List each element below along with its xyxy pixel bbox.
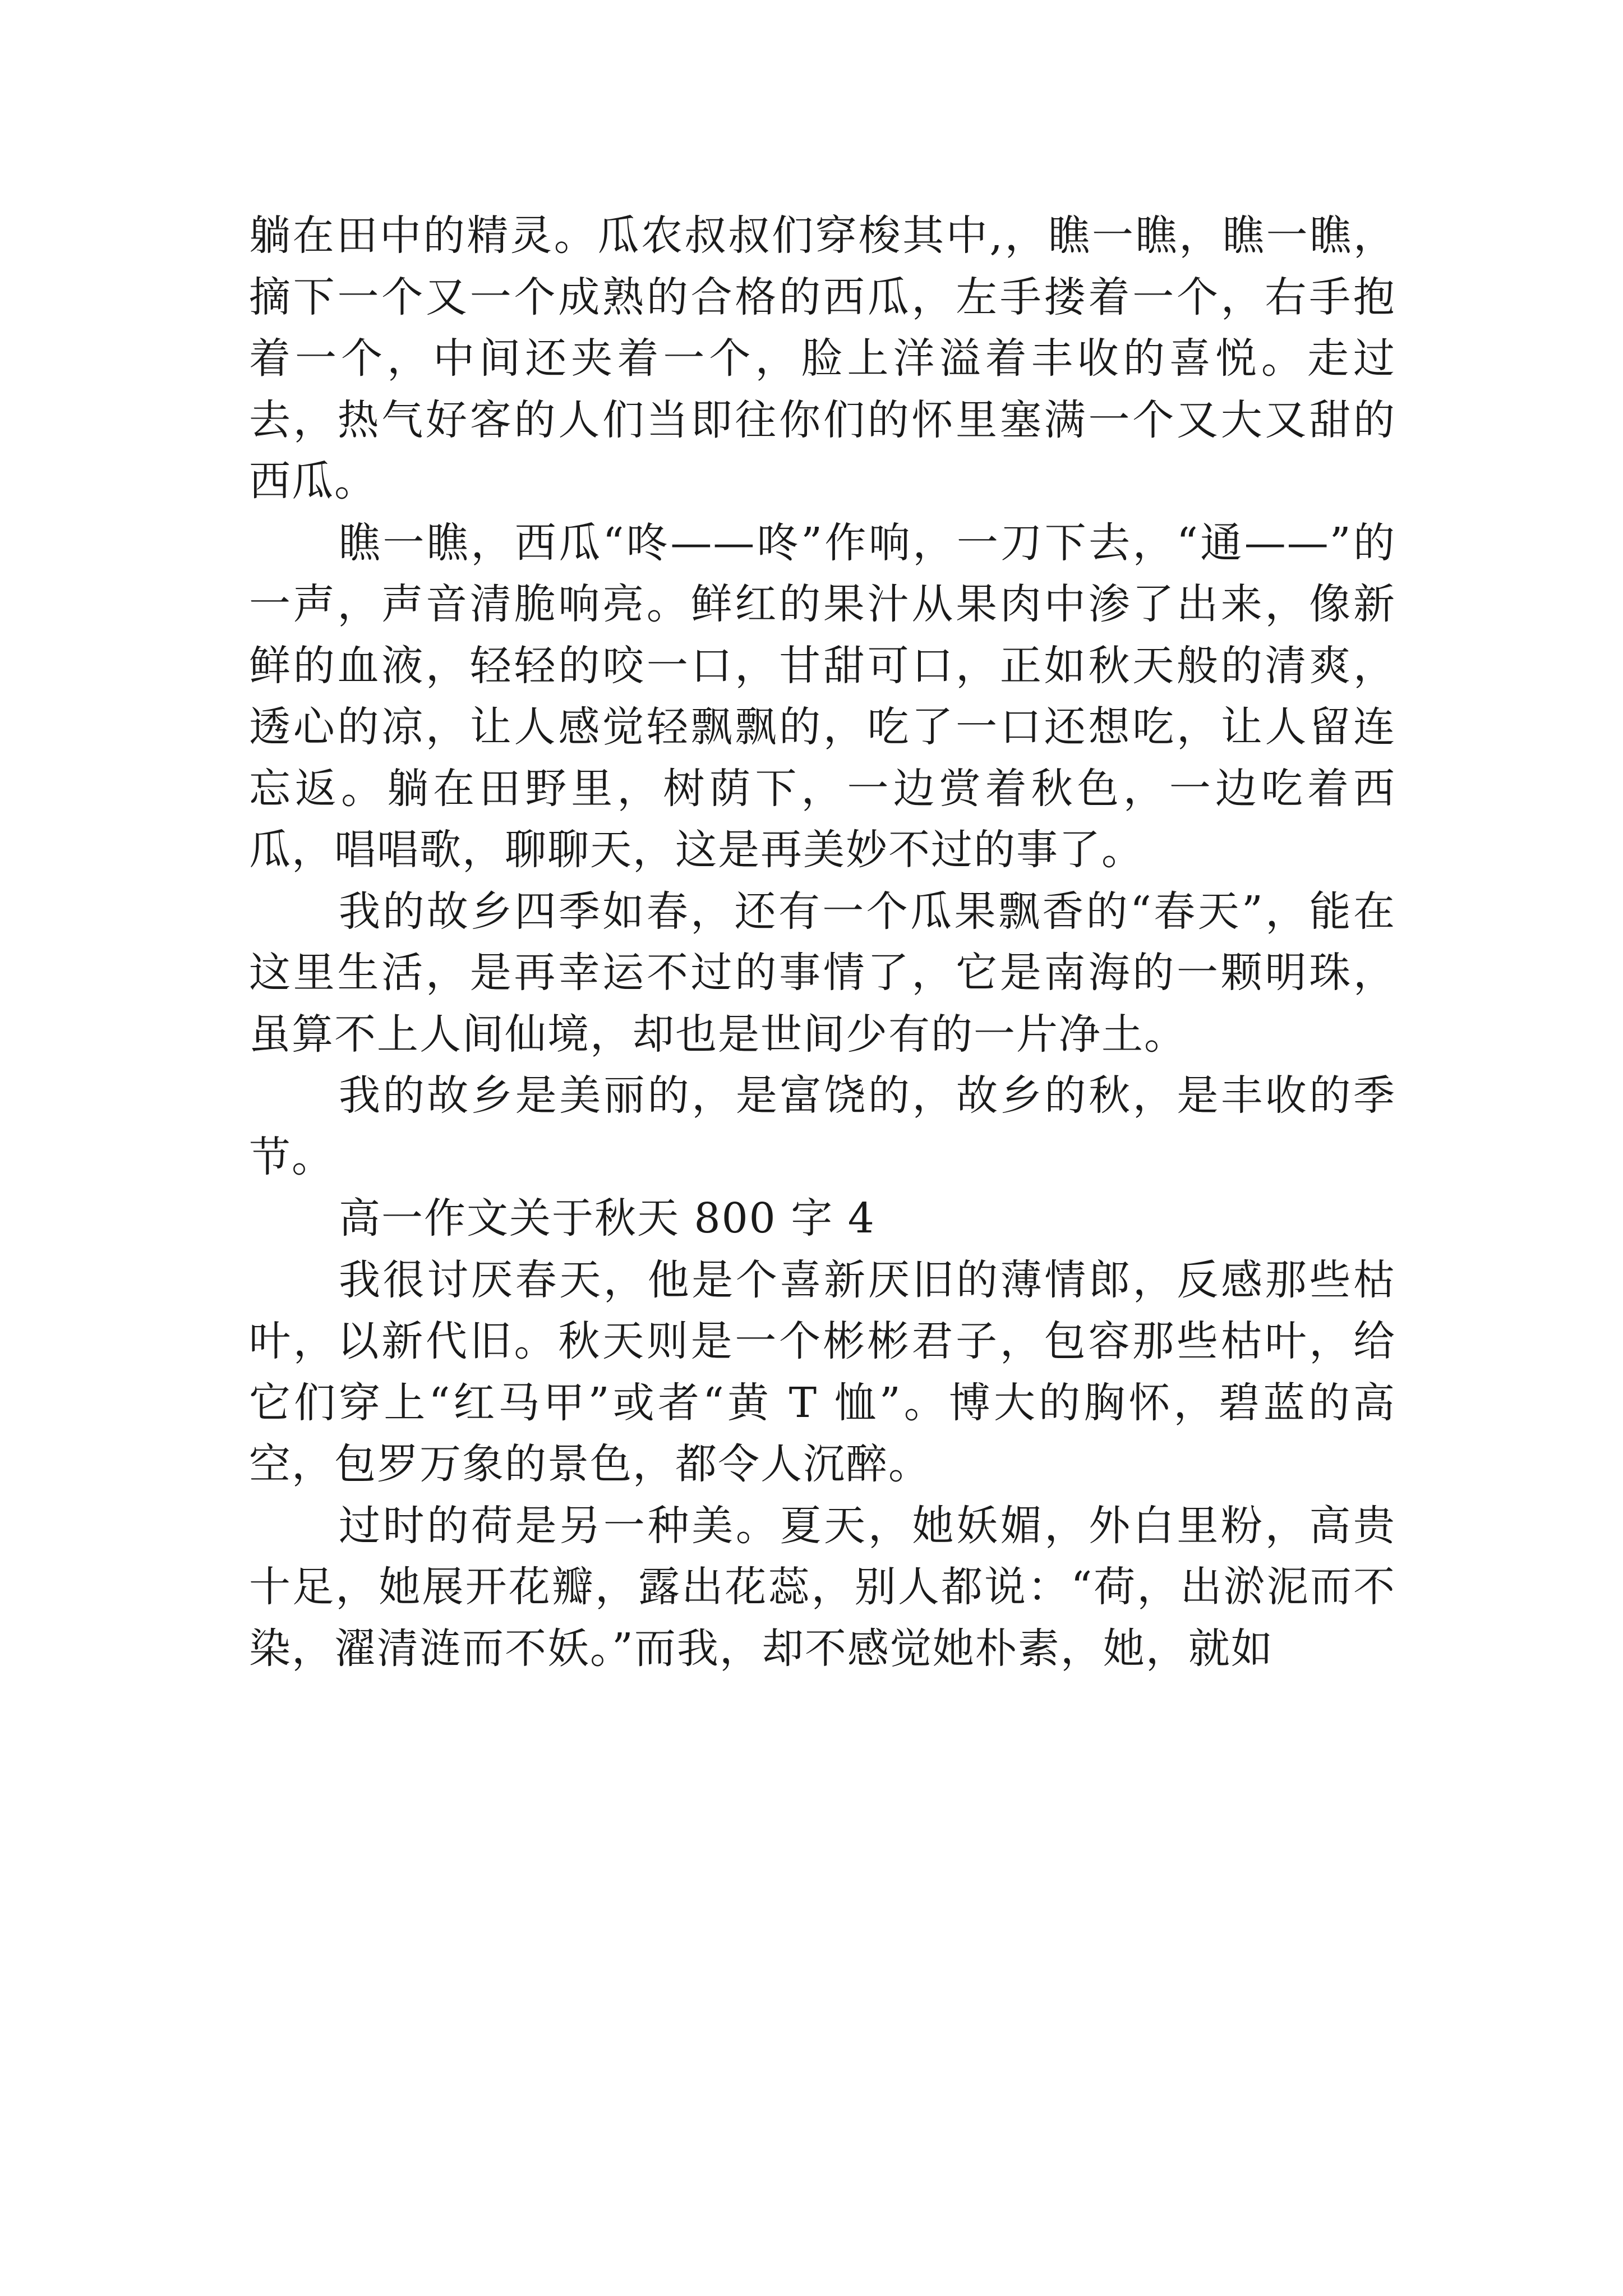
paragraph-dislike-spring: 我很讨厌春天，他是个喜新厌旧的薄情郎，反感那些枯叶，以新代旧。秋天则是一个彬彬君子，包容那些枯叶，给它们穿上“红马甲”或者“黄 T 恤”。博大的胸怀，碧蓝的高空，包罗万象的景色，都令人沉醉。 (249, 1255, 1396, 1488)
essay-body (249, 205, 1396, 1680)
paragraph-watermelon-field: 躺在田中的精灵。瓜农叔叔们穿梭其中,，瞧一瞧，瞧一瞧，摘下一个又一个成熟的合格的西瓜，左手搂着一个，右手抱着一个，中间还夹着一个，脸上洋溢着丰收的喜悦。走过去，热气好客的人们当即往你们的怀里塞满一个又大又甜的西瓜。 (249, 211, 1396, 505)
paragraph-cutting-watermelon: 瞧一瞧，西瓜“咚——咚”作响，一刀下去，“通——”的一声，声音清脆响亮。鲜红的果汁从果肉中渗了出来，像新鲜的血液，轻轻的咬一口，甘甜可口，正如秋天般的清爽，透心的凉，让人感觉轻飘飘的，吃了一口还想吃，让人留连忘返。躺在田野里，树荫下，一边赏着秋色，一边吃着西瓜，唱唱歌，聊聊天，这是再美妙不过的事了。 (249, 518, 1396, 874)
paragraph-hometown-autumn: 我的故乡是美丽的，是富饶的，故乡的秋，是丰收的季节。 (249, 1071, 1396, 1181)
essay-heading: 高一作文关于秋天 800 字 4 (339, 1194, 875, 1243)
paragraph-hometown-spring: 我的故乡四季如春，还有一个瓜果飘香的“春天”，能在这里生活，是再幸运不过的事情了，它是南海的一颗明珠，虽算不上人间仙境，却也是世间少有的一片净土。 (249, 887, 1396, 1059)
paragraph-lotus: 过时的荷是另一种美。夏天，她妖媚，外白里粉，高贵十足，她展开花瓣，露出花蕊，别人都说：“荷，出淤泥而不染，濯清涟而不妖。”而我，却不感觉她朴素，她，就如 (249, 1501, 1396, 1673)
